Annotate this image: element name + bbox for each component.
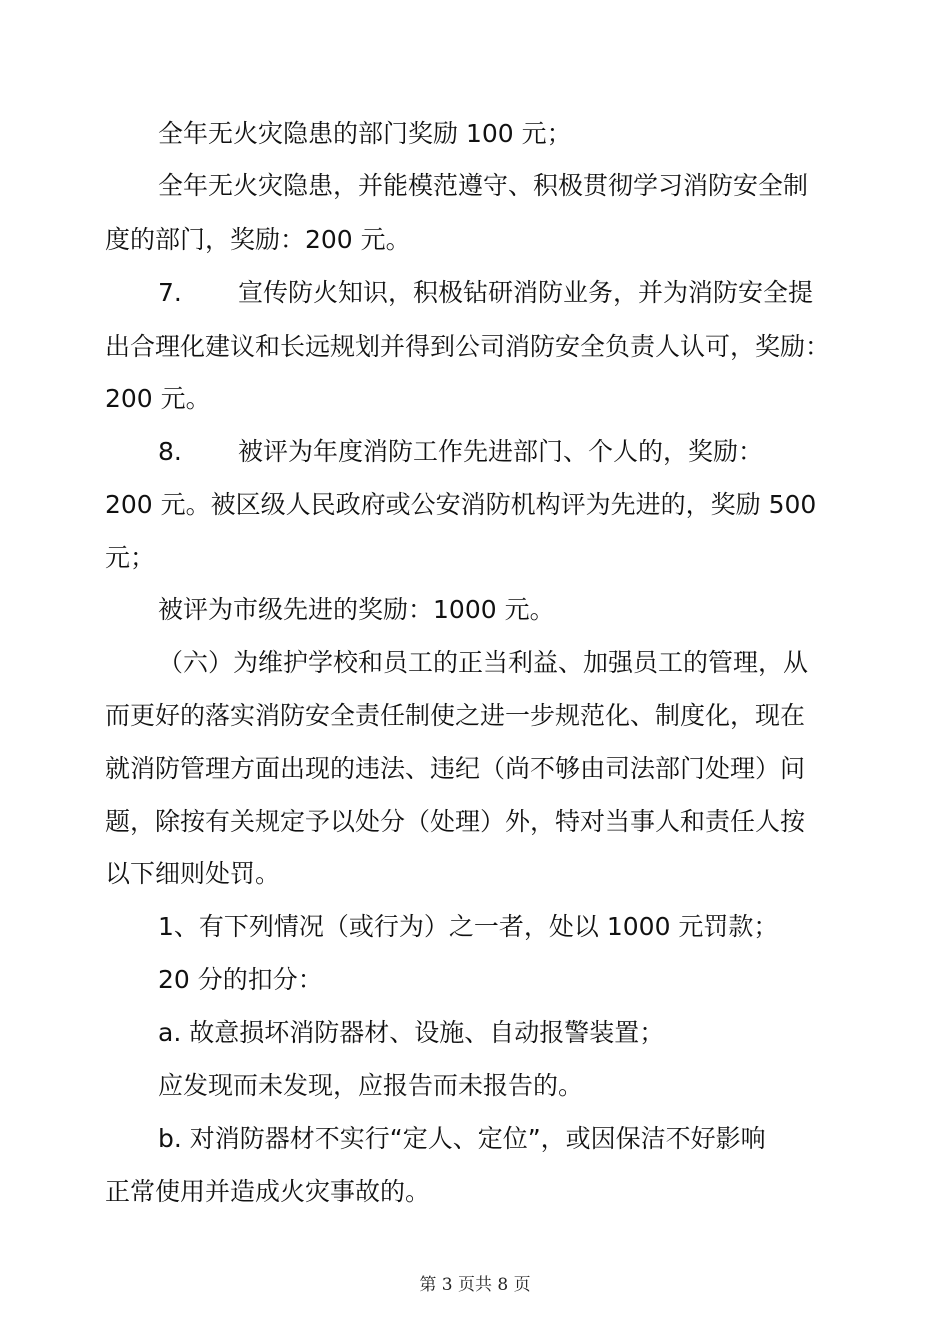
paragraph-line: 就消防管理方面出现的违法、违纪（尚不够由司法部门处理）问 [105,754,806,783]
paragraph-line: 元； [105,543,156,572]
paragraph-line: 度的部门，奖励：200 元。 [105,225,411,254]
item-number: 8. [158,437,182,466]
paragraph-line: 出合理化建议和长远规划并得到公司消防安全负责人认可，奖励： [105,332,831,361]
paragraph-line: 被评为市级先进的奖励：1000 元。 [158,595,555,624]
paragraph-line: 200 元。 [105,384,211,413]
paragraph-line: a. 故意损坏消防器材、设施、自动报警装置； [158,1018,665,1047]
paragraph-line: 全年无火灾隐患，并能模范遵守、积极贯彻学习消防安全制 [158,171,809,200]
paragraph-line: 20 分的扣分： [158,965,323,994]
numbered-item-8 [158,434,898,470]
paragraph-line: 宣传防火知识，积极钻研消防业务，并为消防安全提 [238,278,814,307]
item-number: 7. [158,278,182,307]
paragraph-line: 以下细则处罚。 [105,859,281,888]
numbered-item-7 [158,275,898,311]
paragraph-line: 200 元。被区级人民政府或公安消防机构评为先进的，奖励 500 [105,490,817,519]
paragraph-line: （六）为维护学校和员工的正当利益、加强员工的管理，从 [158,648,809,677]
paragraph-line: 被评为年度消防工作先进部门、个人的，奖励： [238,437,764,466]
paragraph-line: 应发现而未发现，应报告而未报告的。 [158,1071,584,1100]
paragraph-line: 正常使用并造成火灾事故的。 [105,1177,431,1206]
paragraph-line: 全年无火灾隐患的部门奖励 100 元； [158,119,572,148]
page-number-footer: 第 3 页共 8 页 [419,1275,531,1295]
paragraph-line: 题，除按有关规定予以处分（处理）外，特对当事人和责任人按 [105,807,806,836]
paragraph-line: b. 对消防器材不实行“定人、定位”，或因保洁不好影响 [158,1124,766,1153]
paragraph-line: 1、有下列情况（或行为）之一者，处以 1000 元罚款； [158,912,779,941]
paragraph-line: 而更好的落实消防安全责任制使之进一步规范化、制度化，现在 [105,701,806,730]
